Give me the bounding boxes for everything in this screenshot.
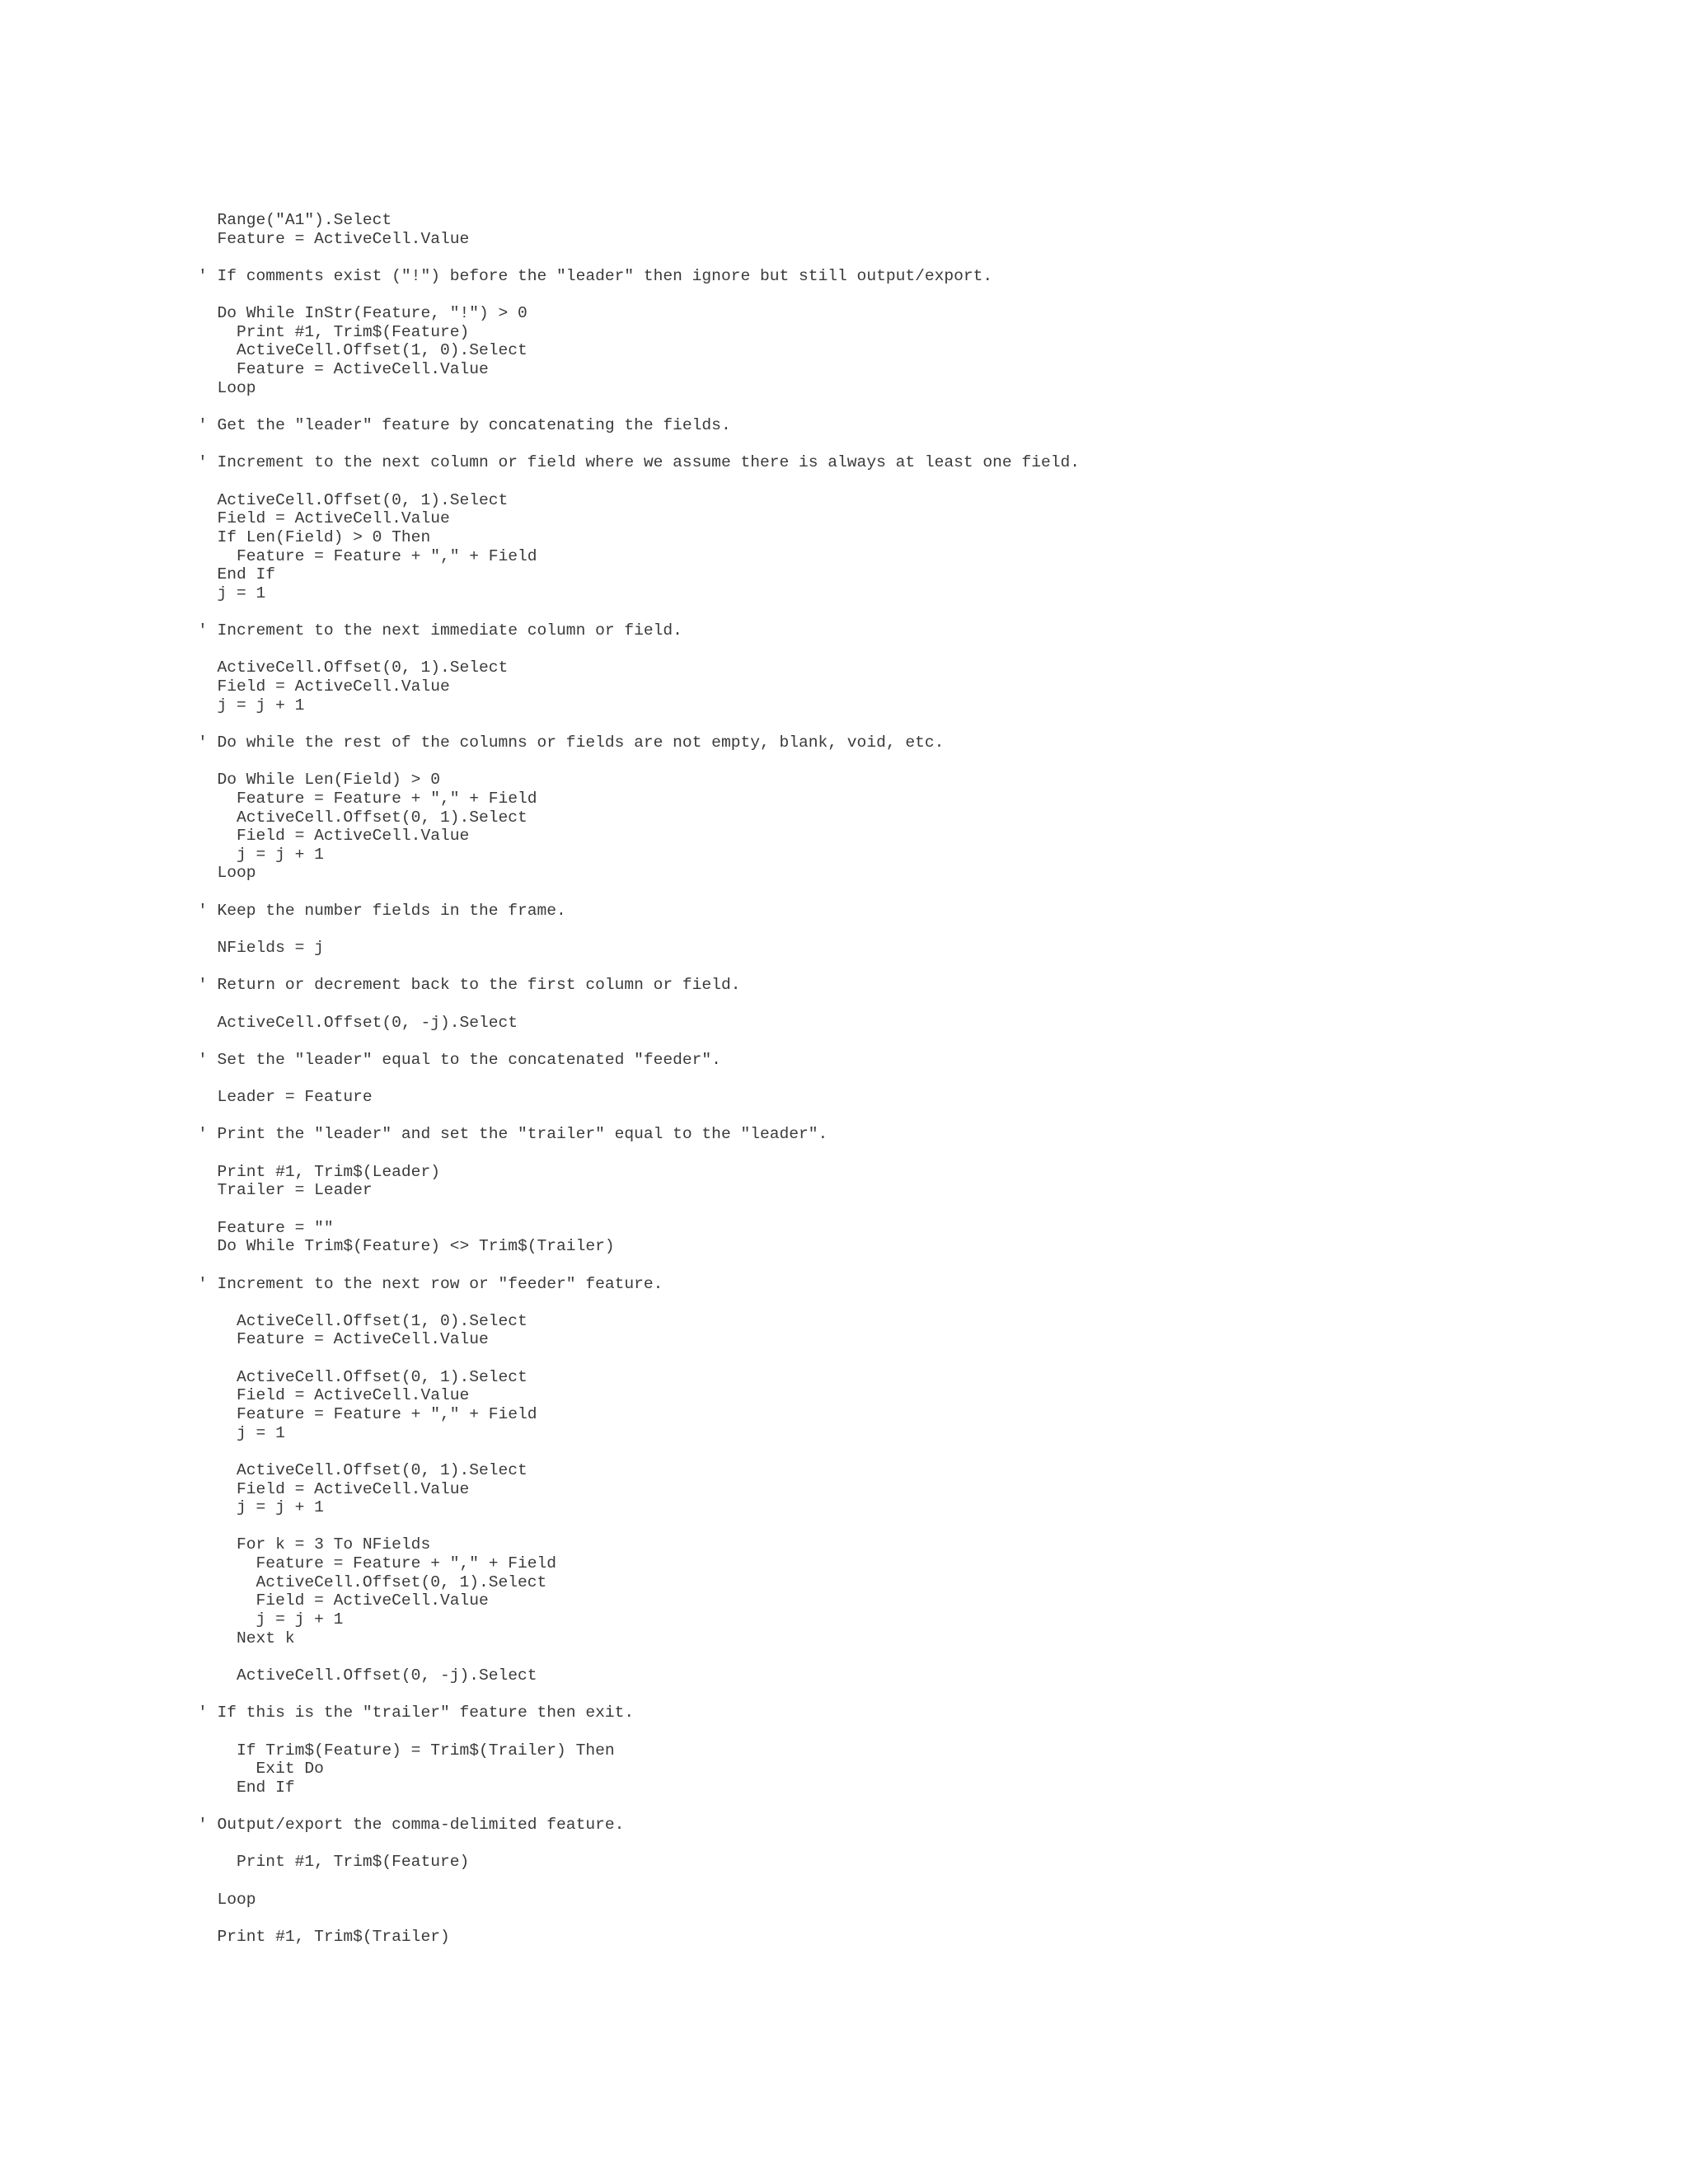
- blank-line: [198, 1835, 1080, 1854]
- blank-line: [198, 602, 1080, 621]
- code-line: If Len(Field) > 0 Then: [198, 527, 431, 546]
- blank-line: [198, 640, 1080, 659]
- comment-line: ' Increment to the next row or "feeder" feature.: [198, 1274, 663, 1293]
- code-line: j = j + 1: [198, 696, 305, 715]
- comment-line: ' Print the "leader" and set the "trailer" equal to the "leader".: [198, 1125, 828, 1144]
- code-line: Trailer = Leader: [198, 1181, 373, 1200]
- code-line: Print #1, Trim$(Leader): [198, 1162, 440, 1181]
- blank-line: [198, 752, 1080, 771]
- blank-line: [198, 1517, 1080, 1536]
- code-line: Field = ActiveCell.Value: [198, 1591, 489, 1610]
- code-line: Feature = Feature + "," + Field: [198, 789, 537, 808]
- code-line: Do While Trim$(Feature) <> Trim$(Trailer): [198, 1237, 615, 1256]
- code-line: Feature = Feature + "," + Field: [198, 1405, 537, 1423]
- blank-line: [198, 1872, 1080, 1891]
- blank-line: [198, 1032, 1080, 1051]
- code-line: Range("A1").Select: [198, 211, 392, 229]
- code-line: End If: [198, 565, 276, 584]
- code-line: ActiveCell.Offset(0, 1).Select: [198, 808, 528, 827]
- code-line: Field = ActiveCell.Value: [198, 1386, 470, 1405]
- code-line: Feature = Feature + "," + Field: [198, 1554, 557, 1573]
- blank-line: [198, 1200, 1080, 1219]
- blank-line: [198, 472, 1080, 491]
- comment-line: ' Increment to the next immediate column or field.: [198, 621, 682, 640]
- code-line: ActiveCell.Offset(0, 1).Select: [198, 490, 509, 509]
- blank-line: [198, 1685, 1080, 1704]
- blank-line: [198, 248, 1080, 267]
- code-line: Field = ActiveCell.Value: [198, 1479, 470, 1498]
- blank-line: [198, 1797, 1080, 1816]
- code-line: j = j + 1: [198, 1498, 324, 1517]
- code-line: ActiveCell.Offset(0, 1).Select: [198, 658, 509, 677]
- code-line: Print #1, Trim$(Trailer): [198, 1927, 450, 1946]
- blank-line: [198, 920, 1080, 939]
- code-line: Field = ActiveCell.Value: [198, 827, 470, 846]
- blank-line: [198, 1442, 1080, 1461]
- code-line: Loop: [198, 1890, 256, 1909]
- comment-line: ' Keep the number fields in the frame.: [198, 901, 566, 920]
- code-line: j = 1: [198, 583, 266, 602]
- code-line: NFields = j: [198, 938, 324, 957]
- code-line: Feature = ActiveCell.Value: [198, 1330, 489, 1349]
- blank-line: [198, 995, 1080, 1014]
- code-line: ActiveCell.Offset(0, 1).Select: [198, 1572, 547, 1591]
- code-line: ActiveCell.Offset(0, 1).Select: [198, 1367, 528, 1386]
- code-line: Exit Do: [198, 1760, 324, 1779]
- blank-line: [198, 883, 1080, 902]
- blank-line: [198, 1722, 1080, 1741]
- code-line: Feature = ActiveCell.Value: [198, 229, 470, 248]
- blank-line: [198, 1647, 1080, 1666]
- blank-line: [198, 1909, 1080, 1928]
- blank-line: [198, 397, 1080, 416]
- comment-line: ' If this is the "trailer" feature then exit.: [198, 1704, 635, 1722]
- code-line: Loop: [198, 864, 256, 883]
- code-line: ActiveCell.Offset(1, 0).Select: [198, 1311, 528, 1330]
- blank-line: [198, 1144, 1080, 1163]
- blank-line: [198, 958, 1080, 977]
- blank-line: [198, 1256, 1080, 1275]
- code-listing: [198, 211, 1080, 1947]
- code-line: Print #1, Trim$(Feature): [198, 1853, 470, 1872]
- code-line: Field = ActiveCell.Value: [198, 677, 450, 696]
- blank-line: [198, 1349, 1080, 1368]
- code-line: j = j + 1: [198, 845, 324, 864]
- blank-line: [198, 1293, 1080, 1312]
- blank-line: [198, 715, 1080, 733]
- comment-line: ' If comments exist ("!") before the "leader" then ignore but still output/export.: [198, 266, 993, 285]
- code-line: Print #1, Trim$(Feature): [198, 322, 470, 341]
- code-line: Do While InStr(Feature, "!") > 0: [198, 304, 528, 323]
- code-line: ActiveCell.Offset(0, -j).Select: [198, 1666, 537, 1685]
- code-line: Feature = Feature + "," + Field: [198, 546, 537, 565]
- blank-line: [198, 1069, 1080, 1088]
- code-line: Leader = Feature: [198, 1088, 373, 1107]
- comment-line: ' Get the "leader" feature by concatenating the fields.: [198, 416, 731, 435]
- code-line: For k = 3 To NFields: [198, 1535, 431, 1554]
- code-line: j = 1: [198, 1423, 285, 1442]
- blank-line: [198, 286, 1080, 305]
- code-line: j = j + 1: [198, 1610, 344, 1629]
- code-line: ActiveCell.Offset(0, 1).Select: [198, 1460, 528, 1479]
- comment-line: ' Set the "leader" equal to the concatenated "feeder".: [198, 1050, 721, 1069]
- code-line: Feature = "": [198, 1218, 334, 1237]
- code-line: ActiveCell.Offset(1, 0).Select: [198, 341, 528, 360]
- code-line: Loop: [198, 378, 256, 397]
- code-line: ActiveCell.Offset(0, -j).Select: [198, 1013, 518, 1032]
- code-line: Next k: [198, 1629, 295, 1647]
- code-line: End If: [198, 1778, 295, 1797]
- blank-line: [198, 435, 1080, 454]
- code-line: Field = ActiveCell.Value: [198, 509, 450, 528]
- comment-line: ' Increment to the next column or field where we assume there is always at least one field.: [198, 453, 1080, 472]
- comment-line: ' Do while the rest of the columns or fields are not empty, blank, void, etc.: [198, 733, 945, 752]
- code-line: Do While Len(Field) > 0: [198, 771, 440, 790]
- comment-line: ' Return or decrement back to the first column or field.: [198, 976, 741, 995]
- blank-line: [198, 1107, 1080, 1126]
- code-line: If Trim$(Feature) = Trim$(Trailer) Then: [198, 1741, 615, 1760]
- comment-line: ' Output/export the comma-delimited feature.: [198, 1816, 625, 1835]
- code-line: Feature = ActiveCell.Value: [198, 360, 489, 379]
